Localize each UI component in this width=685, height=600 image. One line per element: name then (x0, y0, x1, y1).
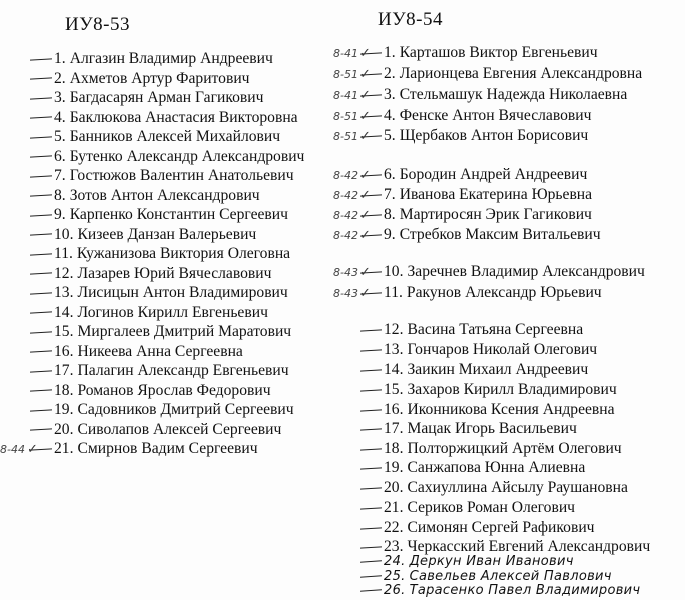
student-name: Лисицын Антон Владимирович (77, 284, 288, 301)
handwritten-dash (30, 253, 52, 255)
entry-number: 10. (54, 225, 74, 243)
handwritten-group-mark (333, 67, 371, 82)
mark-text: 8-51 (333, 110, 358, 123)
handwritten-dash (30, 292, 52, 294)
mark-text: 8-41 (333, 47, 358, 60)
handwritten-dash (30, 175, 52, 177)
entry-number: 1. (54, 50, 66, 67)
entry-number: 4. (54, 108, 66, 126)
student-name: Карташов Виктор Евгеньевич (399, 44, 598, 61)
student-name: Иванова Екатерина Юрьевна (399, 186, 593, 203)
handwritten-dash (30, 370, 52, 372)
handwritten-dash (30, 390, 52, 392)
student-name: Савельев Алексей Павлович (409, 569, 612, 584)
entry-number: 21. (384, 499, 404, 516)
list-item (30, 284, 288, 302)
student-name: Алгазин Владимир Андреевич (69, 50, 273, 67)
handwritten-dash (360, 589, 382, 592)
student-name: Иконникова Ксения Андреевна (407, 401, 615, 418)
mark-text: 8-42 (333, 209, 358, 222)
student-name: Деркун Иван Иванович (409, 554, 574, 569)
entry-number: 12. (54, 264, 74, 282)
check-mark-icon: ✓ (359, 228, 371, 243)
list-item (30, 50, 273, 68)
student-name: Ахметов Артур Фаритович (69, 69, 250, 87)
student-name: Полторжицкий Артём Олегович (407, 440, 622, 457)
list-item (360, 381, 617, 399)
student-name: Захаров Кирилл Владимирович (407, 381, 617, 398)
left-group-title: ИУ8-53 (65, 14, 131, 35)
student-name: Банников Алексей Михайлович (69, 128, 281, 145)
list-item (30, 440, 258, 458)
student-name: Романов Ярослав Федорович (77, 381, 271, 399)
handwritten-dash (30, 331, 52, 333)
student-name: Заикин Михаил Андреевич (407, 361, 589, 378)
entry-number: 3. (54, 89, 66, 106)
list-item (360, 263, 645, 281)
entry-number: 3. (384, 86, 396, 103)
list-item (360, 440, 622, 458)
check-mark-icon: ✓ (359, 286, 371, 301)
check-mark-icon: ✓ (359, 188, 371, 203)
entry-number: 13. (54, 284, 74, 301)
student-name: Миргалеев Дмитрий Маратович (77, 323, 292, 340)
student-name: Гостюжов Валентин Анатольевич (69, 167, 294, 184)
student-name: Багдасарян Арман Гагикович (69, 89, 264, 106)
mark-text: 8-51 (333, 130, 358, 143)
list-item (360, 361, 588, 379)
mark-text: 8-42 (333, 189, 358, 202)
list-item (30, 421, 281, 439)
entry-number: 9. (54, 206, 66, 223)
handwritten-dash (30, 214, 52, 216)
entry-number: 1. (384, 44, 396, 61)
handwritten-group-mark (333, 286, 371, 301)
handwritten-group-mark (333, 46, 371, 61)
handwritten-dash (30, 195, 52, 197)
student-name: Сахиуллина Айсылу Раушановна (407, 479, 628, 496)
list-item (30, 128, 280, 146)
check-mark-icon: ✓ (359, 109, 371, 124)
mark-text: 8-44 (0, 443, 25, 456)
student-name: Кужанизова Виктория Олеговна (76, 245, 291, 262)
list-item (360, 186, 592, 204)
handwritten-dash (30, 234, 52, 236)
list-item (30, 167, 294, 185)
handwritten-dash (360, 507, 382, 509)
entry-number: 7. (384, 186, 396, 203)
entry-number: 11. (54, 245, 73, 262)
entry-number: 20. (384, 479, 404, 496)
handwritten-dash (360, 527, 382, 529)
entry-number: 15. (54, 323, 74, 340)
student-name: Фенске Антон Вячеславович (399, 107, 592, 124)
student-name: Зотов Антон Александрович (69, 186, 260, 204)
list-item (360, 284, 602, 302)
list-item (360, 401, 615, 419)
list-item (360, 166, 587, 184)
student-name: Щербаков Антон Борисович (399, 127, 589, 144)
list-item (360, 341, 597, 359)
handwritten-dash (30, 273, 52, 275)
entry-number: 5. (54, 128, 66, 145)
handwritten-dash (30, 97, 52, 99)
list-item (360, 86, 627, 104)
handwritten-group-mark (333, 188, 371, 203)
handwritten-dash (360, 560, 382, 563)
student-name: Васина Татьяна Сергеевна (407, 321, 584, 338)
list-item (30, 109, 298, 127)
handwritten-dash (360, 428, 382, 430)
list-item (30, 265, 271, 283)
student-name: Лазарев Юрий Вячеславович (77, 264, 272, 282)
student-name: Садовников Дмитрий Сергеевич (77, 401, 294, 418)
student-name: Стельмашук Надежда Николаевна (399, 86, 628, 103)
handwritten-group-mark (333, 228, 371, 243)
entry-number: 19. (384, 459, 404, 476)
student-name: Сериков Роман Олегович (407, 499, 576, 516)
entry-number: 25. (384, 569, 406, 584)
list-item (360, 127, 588, 145)
handwritten-group-mark (333, 208, 371, 223)
handwritten-dash (360, 389, 382, 391)
handwritten-dash (360, 575, 382, 578)
student-name: Тарасенко Павел Владимирович (409, 583, 641, 598)
check-mark-icon: ✓ (26, 442, 38, 457)
entry-number: 18. (54, 381, 74, 399)
handwritten-group-mark (0, 442, 38, 457)
list-item (30, 206, 288, 224)
entry-number: 13. (384, 341, 404, 358)
student-name: Карпенко Константин Сергеевич (69, 206, 288, 223)
right-group-title: ИУ8-54 (378, 9, 444, 30)
student-name: Смирнов Вадим Сергеевич (77, 440, 258, 457)
entry-number: 8. (384, 206, 396, 223)
list-item (30, 187, 260, 205)
entry-number: 15. (384, 381, 404, 398)
mark-text: 8-42 (333, 169, 358, 182)
handwritten-dash (30, 117, 52, 119)
student-name: Мацак Игорь Васильевич (407, 420, 577, 437)
handwritten-dash (360, 369, 382, 371)
list-item (30, 89, 263, 107)
list-item (30, 226, 256, 244)
mark-text: 8-43 (333, 287, 358, 300)
entry-number: 23. (384, 538, 404, 555)
student-name: Мартиросян Эрик Гагикович (399, 206, 592, 223)
list-item (360, 226, 601, 244)
handwritten-dash (30, 58, 52, 60)
list-item (30, 343, 243, 361)
list-item (30, 401, 294, 419)
list-item (360, 44, 598, 62)
list-item (360, 499, 575, 517)
entry-number: 20. (54, 420, 74, 438)
handwritten-group-mark (333, 168, 371, 183)
list-item (30, 148, 304, 166)
check-mark-icon: ✓ (359, 129, 371, 144)
list-item (360, 479, 628, 497)
handwritten-dash (30, 409, 52, 411)
handwritten-group-mark (333, 265, 371, 280)
entry-number: 10. (384, 263, 404, 280)
student-name: Ларионцева Евгения Александровна (399, 65, 643, 82)
student-name: Бородин Андрей Андреевич (399, 166, 588, 183)
list-item (30, 362, 289, 380)
list-item (30, 304, 268, 322)
entry-number: 7. (54, 167, 66, 184)
handwritten-dash (30, 156, 52, 158)
entry-number: 18. (384, 440, 404, 457)
check-mark-icon: ✓ (359, 46, 371, 61)
mark-text: 8-42 (333, 229, 358, 242)
check-mark-icon: ✓ (359, 67, 371, 82)
student-name: Кизеев Данзан Валерьевич (77, 225, 257, 243)
entry-number: 2. (384, 65, 396, 82)
entry-number: 14. (54, 303, 74, 321)
student-name: Никеева Анна Сергеевна (77, 342, 243, 360)
check-mark-icon: ✓ (359, 265, 371, 280)
mark-text: 8-43 (333, 266, 358, 279)
list-item (360, 459, 585, 477)
list-item (30, 382, 271, 400)
student-name: Сиволапов Алексей Сергеевич (77, 420, 282, 438)
entry-number: 26. (384, 583, 406, 598)
handwritten-dash (30, 78, 52, 80)
list-item (360, 420, 577, 438)
handwritten-dash (30, 136, 52, 138)
handwritten-dash (360, 546, 382, 548)
entry-number: 9. (384, 226, 396, 243)
entry-number: 16. (54, 342, 74, 360)
handwritten-dash (360, 467, 382, 469)
student-name: Стребков Максим Витальевич (399, 226, 601, 243)
list-item (30, 323, 291, 341)
list-item (360, 519, 595, 537)
entry-number: 14. (384, 361, 404, 378)
handwritten-dash (30, 312, 52, 314)
handwritten-group-mark (333, 88, 371, 103)
student-name: Санжапова Юнна Алиевна (407, 459, 586, 476)
check-mark-icon: ✓ (359, 208, 371, 223)
check-mark-icon: ✓ (359, 88, 371, 103)
entry-number: 5. (384, 127, 396, 144)
entry-number: 6. (384, 166, 396, 183)
handwritten-group-mark (333, 129, 371, 144)
student-name: Заречнев Владимир Александрович (407, 263, 645, 280)
entry-number: 11. (384, 284, 403, 301)
handwritten-group-mark (333, 109, 371, 124)
entry-number: 19. (54, 401, 74, 418)
student-name: Бутенко Александр Александрович (69, 147, 305, 165)
list-item (360, 206, 592, 224)
handwritten-dash (360, 448, 382, 450)
student-name: Черкасский Евгений Александрович (407, 538, 651, 555)
list-item (30, 70, 250, 88)
student-name: Логинов Кирилл Евгеньевич (77, 303, 268, 321)
list-item (360, 107, 591, 125)
list-item (360, 321, 583, 339)
mark-text: 8-41 (333, 89, 358, 102)
entry-number: 16. (384, 401, 404, 418)
student-name: Палагин Александр Евгеньевич (77, 362, 289, 379)
entry-number: 12. (384, 321, 404, 338)
mark-text: 8-51 (333, 68, 358, 81)
entry-number: 22. (384, 519, 404, 536)
list-item (30, 245, 290, 263)
entry-number: 6. (54, 147, 66, 165)
entry-number: 8. (54, 186, 66, 204)
entry-number: 4. (384, 107, 396, 124)
list-item (360, 65, 642, 83)
handwritten-dash (30, 429, 52, 431)
handwritten-dash (360, 487, 382, 489)
entry-number: 21. (54, 440, 74, 457)
entry-number: 17. (384, 420, 404, 437)
student-name: Баклюкова Анастасия Викторовна (69, 108, 298, 126)
list-item (360, 582, 640, 600)
handwritten-dash (360, 349, 382, 351)
handwritten-dash (30, 351, 52, 353)
handwritten-dash (360, 409, 382, 411)
entry-number: 2. (54, 69, 66, 87)
student-name: Ракунов Александр Юрьевич (406, 284, 602, 301)
entry-number: 17. (54, 362, 74, 379)
handwritten-dash (360, 329, 382, 331)
entry-number: 24. (384, 554, 406, 569)
student-name: Гончаров Николай Олегович (407, 341, 598, 358)
student-name: Симонян Сергей Рафикович (407, 519, 595, 536)
check-mark-icon: ✓ (359, 168, 371, 183)
